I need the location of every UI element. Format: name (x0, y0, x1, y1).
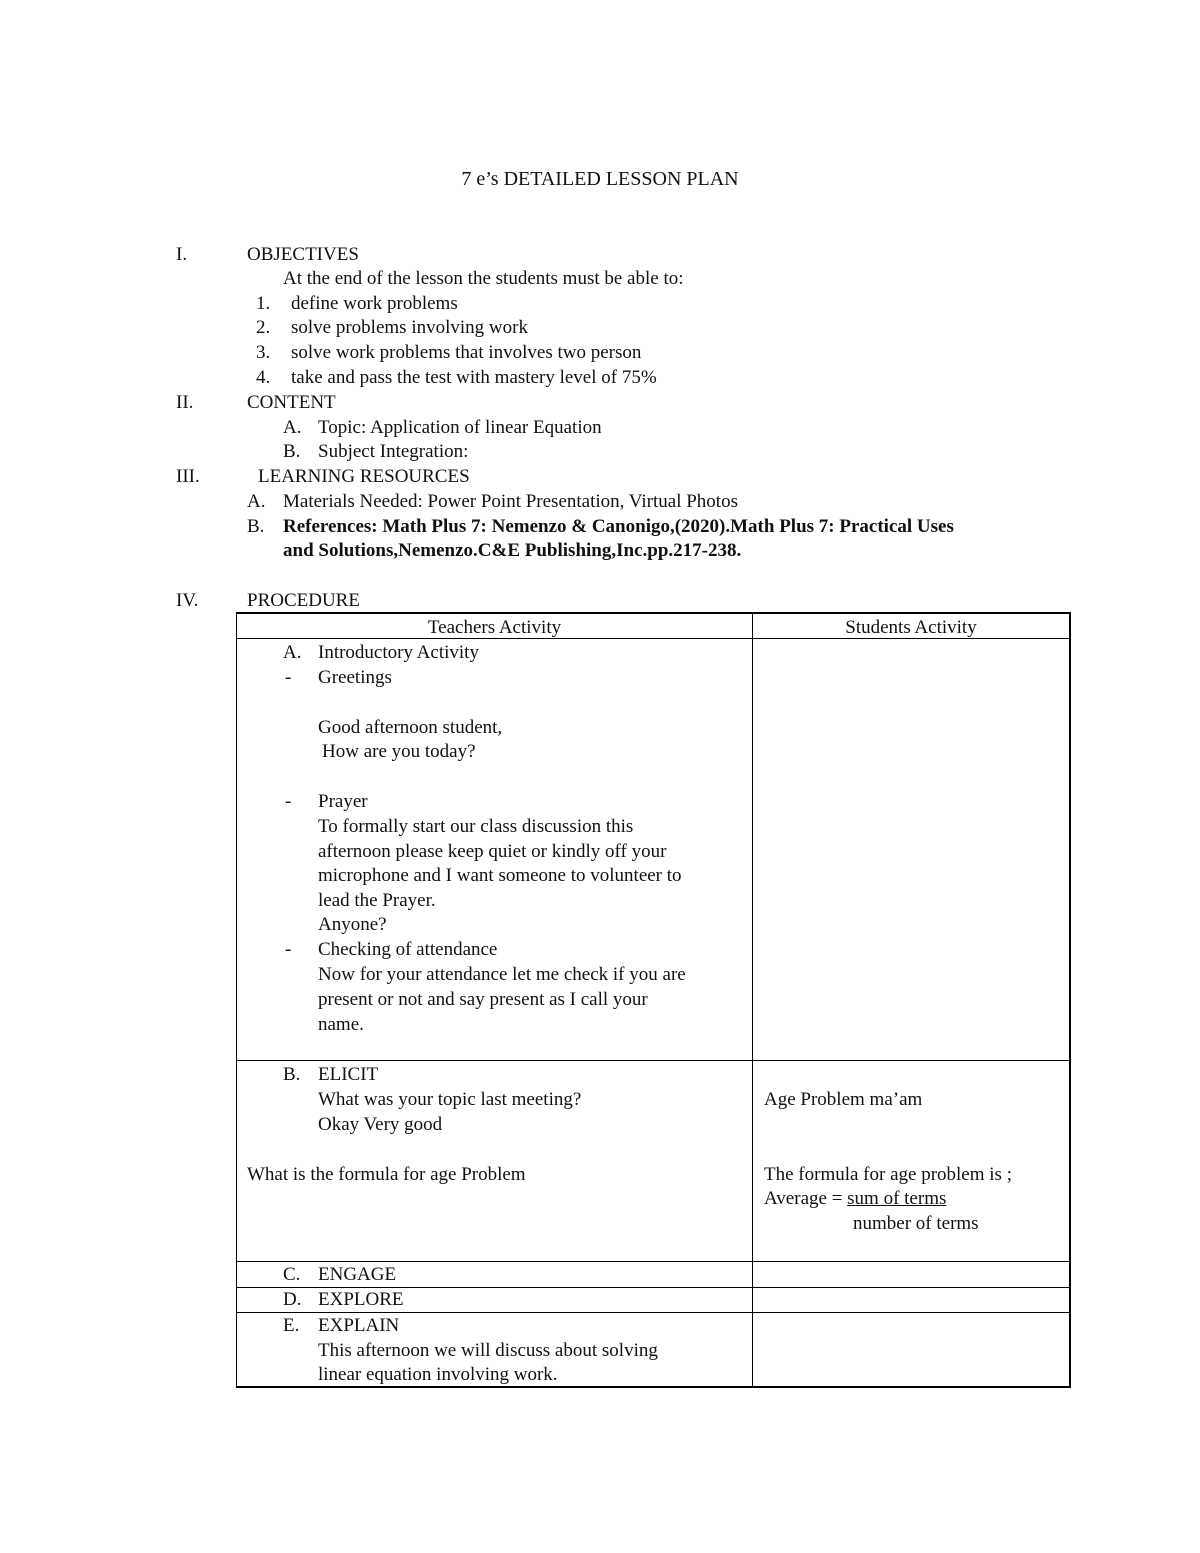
content-number: II. (176, 392, 194, 413)
step-letter: D. (283, 1289, 302, 1310)
objectives-heading: OBJECTIVES (247, 244, 359, 265)
step-heading-engage: ENGAGE (318, 1264, 397, 1285)
references-line: References: Math Plus 7: Nemenzo & Canonigo,(2020).Math Plus 7: Practical Uses (283, 516, 954, 537)
procedure-heading: PROCEDURE (247, 590, 360, 611)
table-row-divider (236, 1261, 1071, 1262)
step-heading-elicit: ELICIT (318, 1064, 379, 1085)
table-row-divider (236, 1060, 1071, 1061)
column-header-teacher: Teachers Activity (427, 617, 562, 638)
references-line: and Solutions,Nemenzo.C&E Publishing,Inc.pp.217-238. (283, 540, 742, 561)
resources-heading: LEARNING RESOURCES (258, 466, 470, 487)
objective-item: define work problems (291, 293, 458, 314)
prayer-text: afternoon please keep quiet or kindly off your (318, 841, 667, 862)
content-item-letter: B. (283, 441, 301, 462)
step-heading-introductory: Introductory Activity (318, 642, 479, 663)
step-letter: C. (283, 1264, 301, 1285)
table-row-divider (236, 1312, 1071, 1313)
formula-line (764, 1187, 946, 1211)
attendance-text: present or not and say present as I call your (318, 989, 648, 1010)
objective-item: solve work problems that involves two person (291, 342, 642, 363)
procedure-number: IV. (176, 590, 199, 611)
attendance-text: Now for your attendance let me check if you are (318, 964, 686, 985)
objective-item: solve problems involving work (291, 317, 528, 338)
resources-number: III. (176, 466, 200, 487)
student-answer: The formula for age problem is ; (764, 1164, 1012, 1185)
resources-item-letter: A. (247, 491, 266, 512)
objective-number: 4. (256, 367, 271, 388)
elicit-question: What is the formula for age Problem (247, 1164, 526, 1185)
content-heading: CONTENT (247, 392, 336, 413)
attendance-text: name. (318, 1014, 364, 1035)
formula-prefix: Average = (764, 1188, 848, 1209)
materials-needed: Materials Needed: Power Point Presentation, Virtual Photos (283, 491, 738, 512)
resources-item-letter: B. (247, 516, 265, 537)
elicit-question: What was your topic last meeting? (318, 1089, 582, 1110)
step-letter: A. (283, 642, 302, 663)
formula-denominator: number of terms (853, 1213, 979, 1234)
bullet-dash: - (285, 939, 292, 960)
column-header-student: Students Activity (845, 617, 977, 638)
step-letter: E. (283, 1315, 300, 1336)
bullet-dash: - (285, 791, 292, 812)
table-border-right (1069, 612, 1071, 1388)
elicit-response: Okay Very good (318, 1114, 443, 1135)
objective-item: take and pass the test with mastery level of 75% (291, 367, 657, 388)
step-heading-explain: EXPLAIN (318, 1315, 400, 1336)
content-item: Subject Integration: (318, 441, 469, 462)
table-column-divider (752, 612, 753, 1388)
bullet-dash: - (285, 667, 292, 688)
prayer-text: Anyone? (318, 914, 387, 935)
step-heading-explore: EXPLORE (318, 1289, 404, 1310)
page-title: 7 e’s DETAILED LESSON PLAN (461, 168, 739, 190)
greeting-text: Good afternoon student, (318, 717, 503, 738)
explain-text: This afternoon we will discuss about solving (318, 1340, 658, 1361)
greetings-label: Greetings (318, 667, 392, 688)
student-answer: Age Problem ma’am (764, 1089, 923, 1110)
table-border-left (236, 612, 237, 1388)
explain-text: linear equation involving work. (318, 1364, 558, 1385)
objective-number: 1. (256, 293, 271, 314)
formula-numerator: sum of terms (847, 1188, 947, 1209)
step-letter: B. (283, 1064, 301, 1085)
objective-number: 2. (256, 317, 271, 338)
attendance-label: Checking of attendance (318, 939, 498, 960)
objective-number: 3. (256, 342, 271, 363)
prayer-label: Prayer (318, 791, 368, 812)
objectives-intro: At the end of the lesson the students must be able to: (283, 268, 684, 289)
prayer-text: microphone and I want someone to volunteer to (318, 865, 682, 886)
prayer-text: lead the Prayer. (318, 890, 436, 911)
greeting-text: How are you today? (322, 741, 476, 762)
prayer-text: To formally start our class discussion this (318, 816, 634, 837)
objectives-number: I. (176, 244, 188, 265)
content-item: Topic: Application of linear Equation (318, 417, 602, 438)
table-border-top (236, 612, 1071, 614)
content-item-letter: A. (283, 417, 302, 438)
